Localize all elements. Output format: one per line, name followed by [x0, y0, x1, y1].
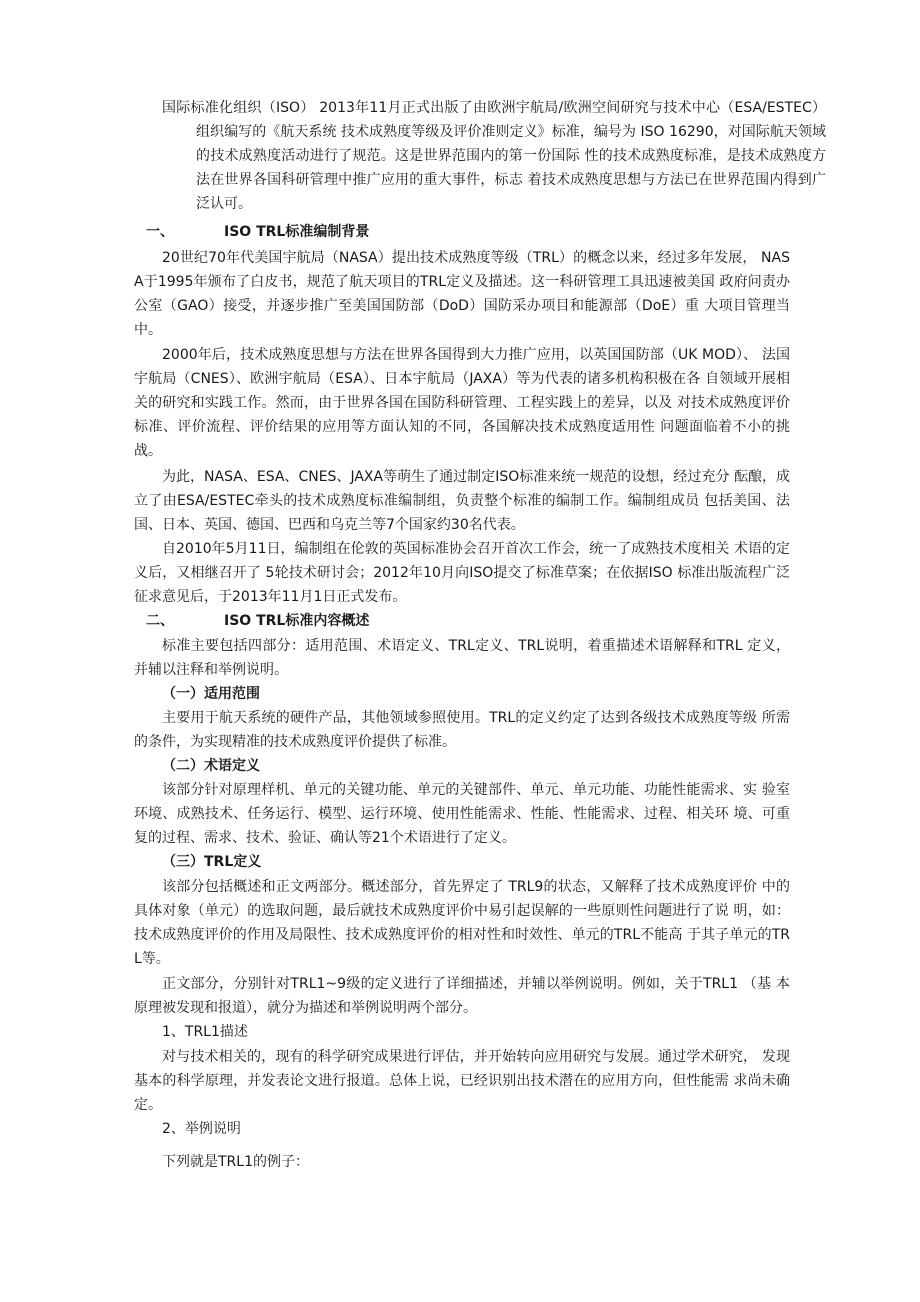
section-heading-2 [146, 610, 369, 632]
paragraph: 下列就是TRL1的例子： [162, 1154, 309, 1170]
paragraph: 为此，NASA、ESA、CNES、JAXA等萌生了通过制定ISO标准来统一规范的设想，经过充分 酝酿，成立了由ESA/ESTEC牵头的技术成熟度标准编制组，负责整个标准的编制工作。编制组成员 包括美国、法国、日本、英国、德国、巴西和乌克兰等7个国家约30名代表。 [134, 469, 790, 533]
section-title: ISO TRL标准编制背景 [224, 224, 370, 240]
paragraph: 2000年后，技术成熟度思想与方法在世界各国得到大力推广应用，以英国国防部（UK MOD）、 法国宇航局（CNES）、欧洲宇航局（ESA）、日本宇航局（JAXA）等为代表的诸多机构积极在各 自领域开展相关的研究和实践工作。然而，由于世界各国在国防科研管理、工程实践上的差异，以及 对技术成熟度评价标准、评价流程、评价结果的应用等方面认知的不同，各国解决技术成熟度适用性 问题面临着不小的挑战。 [134, 347, 790, 459]
section-heading-1 [146, 221, 369, 243]
paragraph: 自2010年5月11日，编制组在伦敦的英国标准协会召开首次工作会，统一了成熟技术度相关 术语的定义后，又相继召开了 5轮技术研讨会；2012年10月向ISO提交了标准草案；在依据ISO 标准出版流程广泛征求意见后，于2013年11月1日正式发布。 [134, 541, 790, 605]
paragraph: 对与技术相关的，现有的科学研究成果进行评估，并开始转向应用研究与发展。通过学术研究， 发现基本的科学原理，并发表论文进行报道。总体上说，已经识别出技术潜在的应用方向，但性能需 求尚未确定。 [134, 1049, 790, 1113]
subsection-heading: （三）TRL定义 [162, 854, 262, 870]
paragraph: 主要用于航天系统的硬件产品，其他领域参照使用。TRL的定义约定了达到各级技术成熟度等级 所需的条件，为实现精准的技术成熟度评价提供了标准。 [134, 710, 790, 750]
item-heading: 1、TRL1描述 [162, 1024, 248, 1040]
subsection-heading: （二）术语定义 [162, 758, 260, 774]
paragraph: 该部分包括概述和正文两部分。概述部分，首先界定了 TRL9的状态，又解释了技术成熟度评价 中的具体对象（单元）的选取问题，最后就技术成熟度评价中易引起误解的一些原则性问题进行了说 明，如：技术成熟度评价的作用及局限性、技术成熟度评价的相对性和时效性、单元的TRL不能高 于其子单元的TRL等。 [134, 879, 790, 967]
paragraph: 20世纪70年代美国宇航局（NASA）提出技术成熟度等级（TRL）的概念以来，经过多年发展， NASA于1995年颁布了白皮书，规范了航天项目的TRL定义及描述。这一科研管理工具迅速被美国 政府问责办公室（GAO）接受，并逐步推广至美国国防部（DoD）国防采办项目和能源部（DoE）重 大项目管理当中。 [134, 250, 790, 338]
paragraph: 标准主要包括四部分：适用范围、术语定义、TRL定义、TRL说明，着重描述术语解释和TRL 定义，并辅以注释和举例说明。 [134, 638, 790, 678]
paragraph: 正文部分，分别针对TRL1~9级的定义进行了详细描述，并辅以举例说明。例如，关于TRL1 （基 本原理被发现和报道），就分为描述和举例说明两个部分。 [134, 976, 790, 1016]
section-number: 二、 [146, 613, 174, 629]
subsection-heading: （一）适用范围 [162, 686, 260, 702]
section-title: ISO TRL标准内容概述 [224, 613, 370, 629]
item-heading: 2、举例说明 [162, 1121, 241, 1137]
intro-paragraph: 国际标准化组织（ISO） 2013年11月正式出版了由欧洲宇航局/欧洲空间研究与技术中心（ESA/ESTEC）组织编写的《航天系统 技术成熟度等级及评价准则定义》标准，编号为 ISO 16290，对国际航天领域的技术成熟度活动进行了规范。这是世界范围内的第一份国际 性的技术成熟度标准，是技术成熟度方法在世界各国科研管理中推广应用的重大事件，标志 着技术成熟度思想与方法已在世界范围内得到广泛认可。 [162, 100, 826, 212]
paragraph: 该部分针对原理样机、单元的关键功能、单元的关键部件、单元、单元功能、功能性能需求、实 验室环境、成熟技术、任务运行、模型、运行环境、使用性能需求、性能、性能需求、过程、相关环 境、可重复的过程、需求、技术、验证、确认等21个术语进行了定义。 [134, 782, 790, 846]
section-number: 一、 [146, 224, 174, 240]
